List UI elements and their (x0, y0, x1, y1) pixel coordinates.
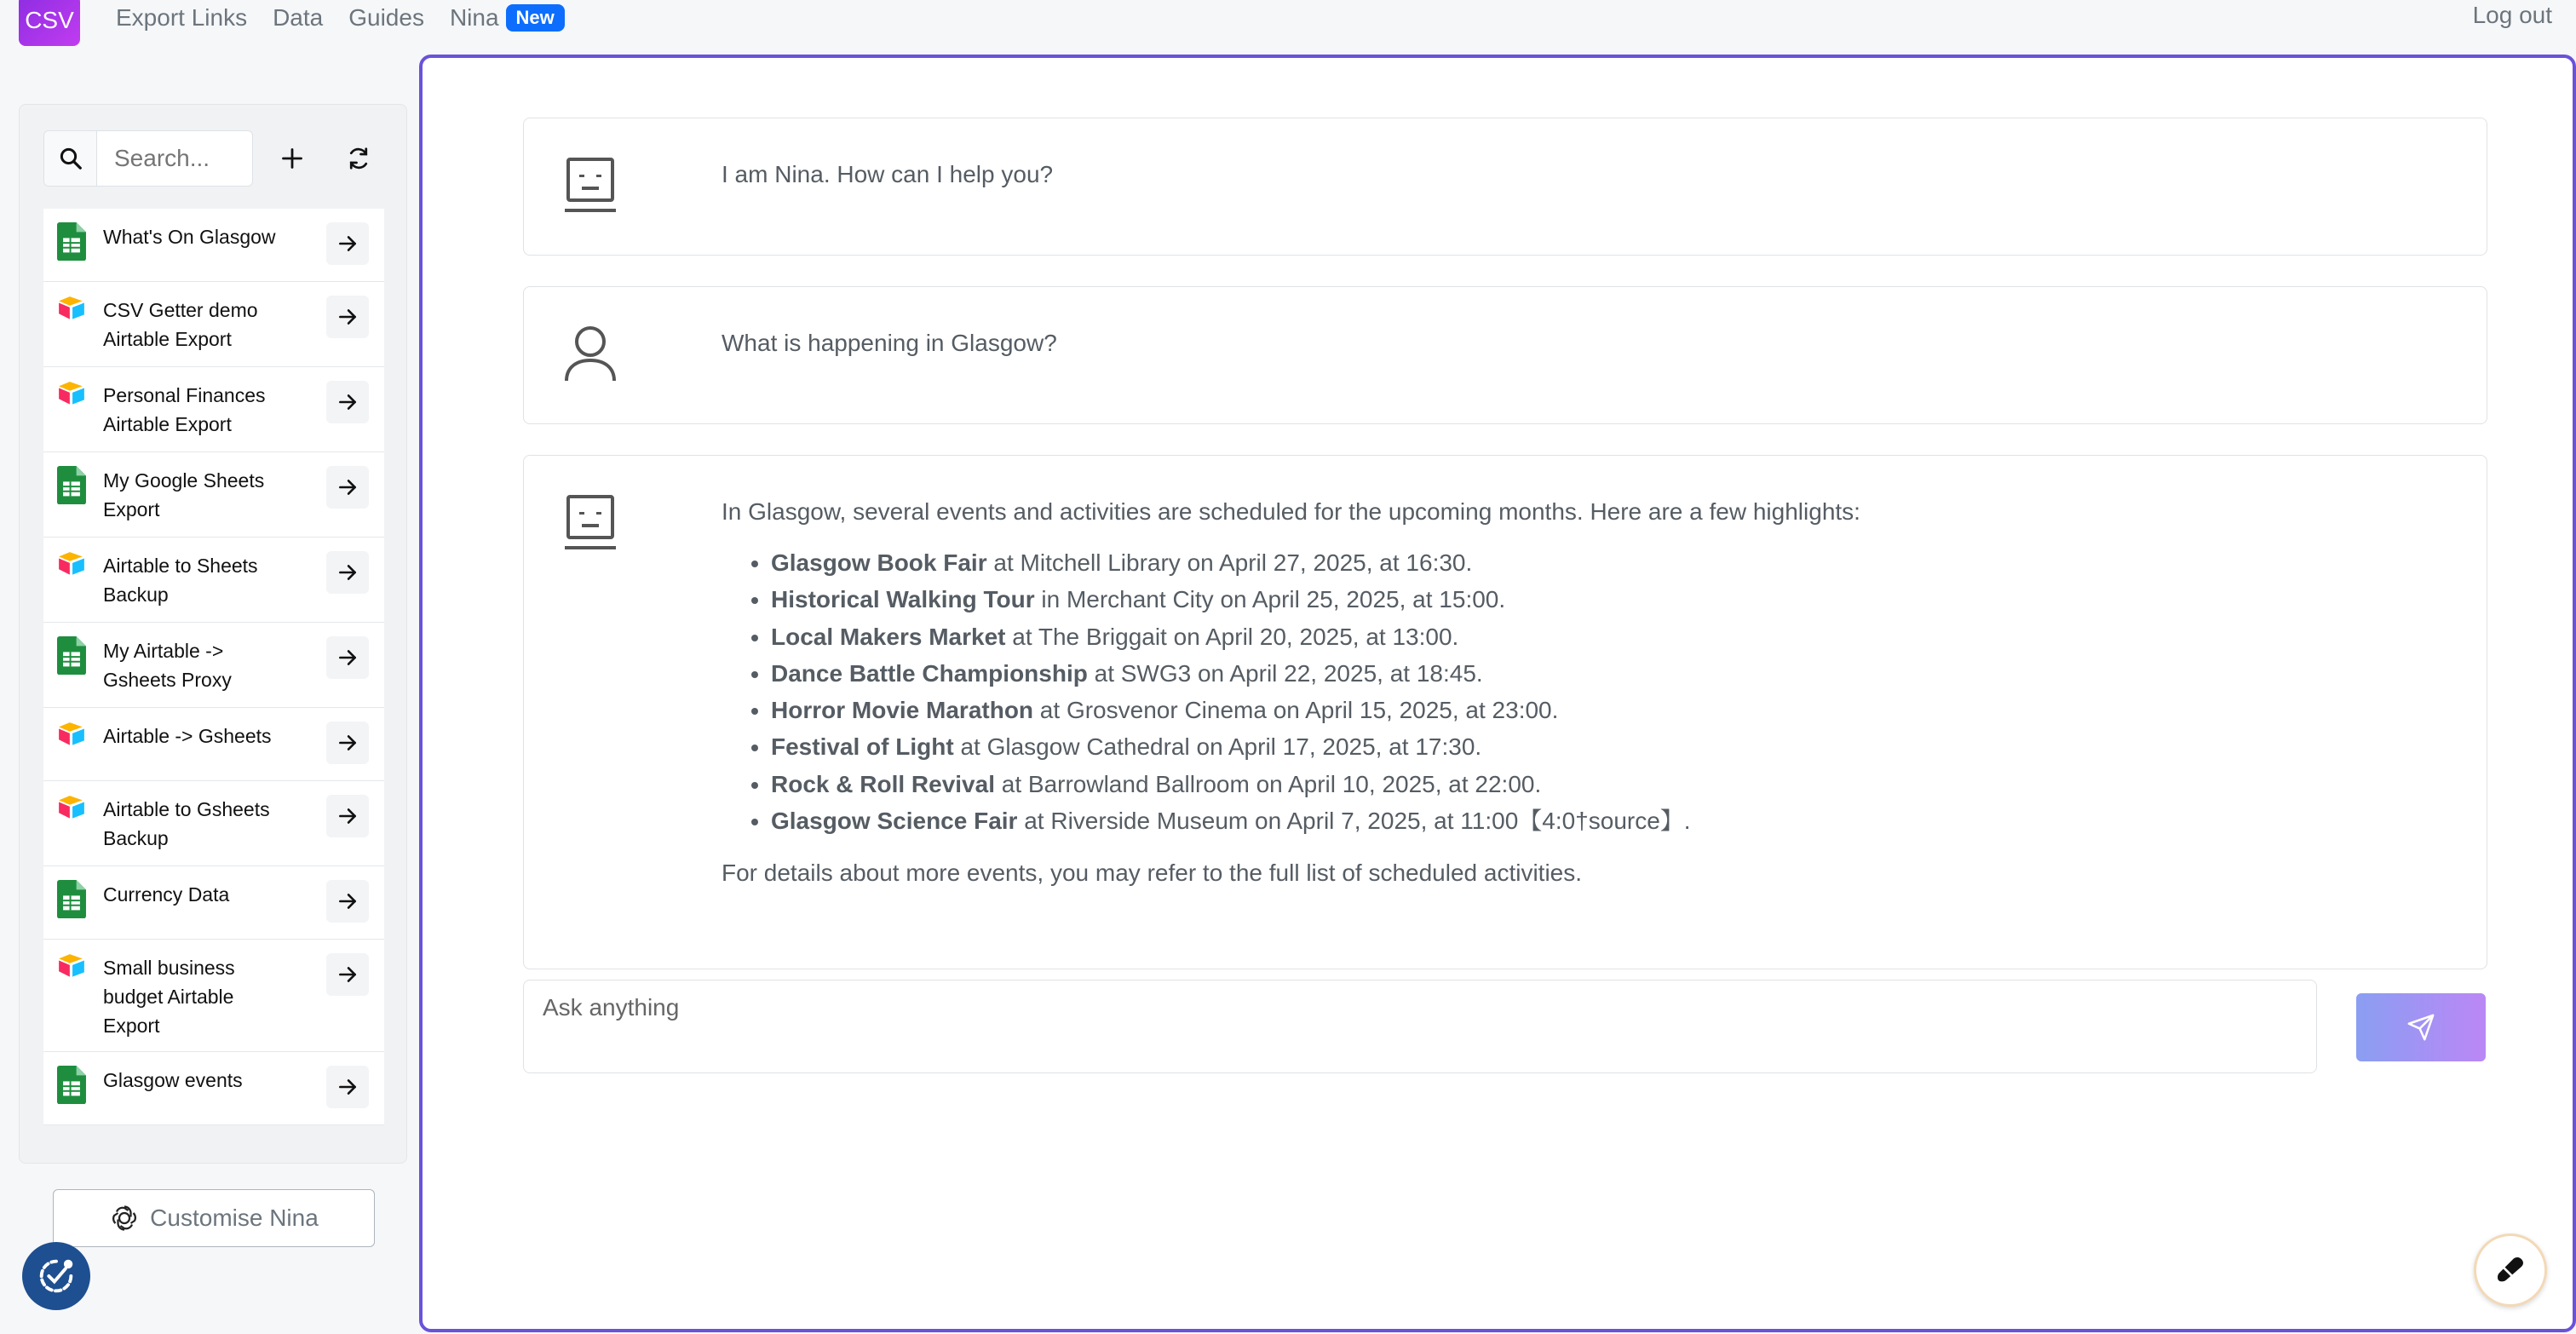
sidebar (19, 104, 407, 1164)
airtable-icon (57, 953, 86, 982)
airtable-icon (57, 795, 86, 824)
robot-icon (563, 493, 618, 551)
arrow-right-icon[interactable] (326, 953, 369, 996)
arrow-right-icon[interactable] (326, 636, 369, 679)
event-list-item (771, 544, 2425, 581)
arrow-right-icon[interactable] (326, 795, 369, 837)
arrow-right-icon[interactable] (326, 381, 369, 423)
help-widget-icon[interactable] (22, 1242, 90, 1310)
answer-outro: For details about more events, you may refer to the full list of scheduled activities. (722, 860, 1583, 887)
export-list-item-label: Airtable to Sheets Backup (103, 555, 258, 606)
arrow-right-icon[interactable] (326, 1066, 369, 1108)
export-list-item-label: What's On Glasgow (103, 226, 276, 248)
event-detail: at SWG3 on April 22, 2025, at 18:45. (1087, 659, 1483, 687)
event-name: Glasgow Book Fair (771, 549, 987, 576)
export-list-item[interactable] (43, 866, 384, 940)
add-icon[interactable] (265, 131, 319, 186)
export-list-item[interactable] (43, 781, 384, 866)
message-text: I am Nina. How can I help you? (722, 161, 1054, 187)
event-list-item (771, 581, 2425, 618)
export-list-item-label: Small business budget Airtable Export (103, 957, 235, 1037)
export-list-item[interactable] (43, 940, 384, 1052)
arrow-right-icon[interactable] (326, 222, 369, 265)
google-sheets-icon (57, 1066, 86, 1095)
event-name: Dance Battle Championship (771, 659, 1088, 687)
export-list-item[interactable] (43, 538, 384, 623)
export-list-item[interactable] (43, 282, 384, 367)
search-row (43, 130, 386, 187)
export-list-item-label: My Google Sheets Export (103, 469, 265, 520)
export-list-item-label: Currency Data (103, 883, 230, 906)
event-detail: in Merchant City on April 25, 2025, at 15:00. (1034, 586, 1506, 613)
event-name: Festival of Light (771, 733, 954, 761)
airtable-icon (57, 722, 86, 750)
google-sheets-icon (57, 636, 86, 665)
nav-export-links[interactable]: Export Links (116, 4, 248, 31)
send-icon (2406, 1013, 2435, 1042)
event-name: Local Makers Market (771, 623, 1006, 650)
export-list-item-label: Glasgow events (103, 1069, 243, 1091)
event-name: Rock & Roll Revival (771, 770, 995, 797)
search-box (43, 130, 253, 187)
event-list-item (771, 618, 2425, 655)
app-logo[interactable]: CSV (19, 0, 80, 46)
new-badge: New (506, 4, 565, 32)
arrow-right-icon[interactable] (326, 466, 369, 509)
export-list-item[interactable] (43, 209, 384, 282)
logout-link[interactable]: Log out (2472, 2, 2552, 28)
arrow-right-icon[interactable] (326, 880, 369, 923)
arrow-right-icon[interactable] (326, 551, 369, 594)
export-list-item[interactable] (43, 708, 384, 781)
nav-nina-label: Nina (449, 4, 499, 31)
export-list-item-label: Airtable to Gsheets Backup (103, 798, 270, 849)
nav-data[interactable]: Data (273, 4, 324, 31)
answer-text (722, 497, 2425, 888)
answer-intro: In Glasgow, several events and activities are scheduled for the upcoming months. Here are a few highlights: (722, 498, 1860, 525)
export-list-item[interactable] (43, 452, 384, 538)
search-input[interactable] (97, 144, 252, 173)
event-detail: at Riverside Museum on April 7, 2025, at 11:00【4:0†source】. (1017, 808, 1691, 835)
export-list-item[interactable] (43, 623, 384, 708)
event-detail: at Glasgow Cathedral on April 17, 2025, at 17:30. (953, 733, 1482, 761)
event-name: Horror Movie Marathon (771, 697, 1034, 724)
robot-icon (563, 156, 618, 214)
chat-message-user (523, 286, 2487, 424)
top-nav (116, 0, 565, 36)
event-list (722, 544, 2425, 839)
chat-message-bot-answer (523, 455, 2487, 969)
airtable-icon (57, 551, 86, 580)
event-detail: at Barrowland Ballroom on April 10, 2025, at 22:00. (994, 770, 1542, 797)
arrow-right-icon[interactable] (326, 296, 369, 338)
google-sheets-icon (57, 880, 86, 909)
nav-guides[interactable]: Guides (348, 4, 424, 31)
export-list-item[interactable] (43, 367, 384, 452)
refresh-icon[interactable] (331, 131, 386, 186)
search-icon[interactable] (44, 131, 97, 186)
event-detail: at Grosvenor Cinema on April 15, 2025, at 23:00. (1033, 697, 1559, 724)
airtable-icon (57, 296, 86, 325)
event-list-item (771, 692, 2425, 728)
export-list-item-label: CSV Getter demo Airtable Export (103, 299, 258, 350)
openai-icon (109, 1203, 140, 1233)
event-detail: at Mitchell Library on April 27, 2025, at 16:30. (986, 549, 1473, 576)
chat-message-bot (523, 118, 2487, 256)
event-list-item (771, 766, 2425, 802)
export-list-item-label: My Airtable -> Gsheets Proxy (103, 640, 232, 691)
airtable-icon (57, 381, 86, 410)
export-list-item-label: Personal Finances Airtable Export (103, 384, 266, 435)
google-sheets-icon (57, 466, 86, 495)
send-button[interactable] (2356, 993, 2486, 1061)
event-name: Glasgow Science Fair (771, 808, 1018, 835)
export-list-item-label: Airtable -> Gsheets (103, 725, 272, 747)
customise-nina-button[interactable] (53, 1189, 375, 1247)
arrow-right-icon[interactable] (326, 722, 369, 764)
export-list (43, 209, 384, 1125)
google-sheets-icon (57, 222, 86, 251)
ask-input[interactable]: Ask anything (523, 980, 2317, 1073)
event-list-item (771, 728, 2425, 765)
export-list-item[interactable] (43, 1052, 384, 1125)
chat-panel (419, 55, 2576, 1332)
customise-nina-label: Customise Nina (150, 1205, 319, 1231)
event-name: Historical Walking Tour (771, 586, 1035, 613)
feedback-widget-icon[interactable] (2474, 1233, 2547, 1307)
message-text: What is happening in Glasgow? (722, 330, 1057, 356)
event-detail: at The Briggait on April 20, 2025, at 13:00. (1005, 623, 1459, 650)
user-icon (563, 325, 618, 382)
event-list-item (771, 655, 2425, 692)
event-list-item (771, 802, 2425, 839)
nav-nina[interactable] (450, 4, 565, 32)
